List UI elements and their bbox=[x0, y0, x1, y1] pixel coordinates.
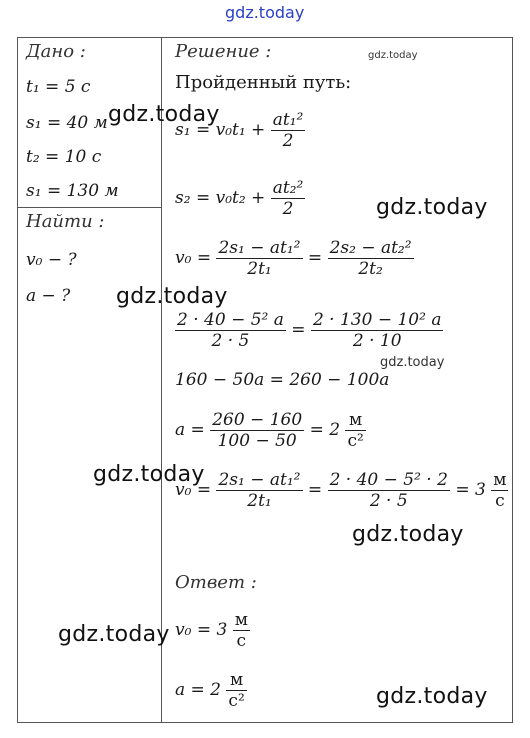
eq3-frac1-denominator: 2t₁ bbox=[216, 258, 302, 279]
eq4-frac2-denominator: 2 · 10 bbox=[311, 330, 444, 351]
eq3-frac2-numerator: 2s₂ − at₂² bbox=[329, 238, 412, 258]
watermark-small-1: gdz.today bbox=[368, 50, 418, 61]
column-divider bbox=[161, 37, 162, 723]
given-item-t1: t₁ = 5 с bbox=[26, 77, 91, 97]
eq4-frac2-numerator: 2 · 130 − 10² a bbox=[312, 310, 442, 330]
watermark-5: gdz.today bbox=[352, 522, 464, 547]
eq7-result: = 3 bbox=[455, 480, 486, 500]
eq6-unit-numerator: м bbox=[348, 410, 363, 430]
find-title: Найти : bbox=[26, 211, 105, 232]
watermark-1: gdz.today bbox=[108, 102, 220, 127]
equation-linear: 160 − 50a = 260 − 100a bbox=[175, 370, 390, 390]
answer-a-value: a = 2 bbox=[175, 680, 222, 700]
site-watermark-header: gdz.today bbox=[225, 3, 305, 22]
eq3-frac2-denominator: 2t₂ bbox=[328, 258, 414, 279]
eq2-denominator: 2 bbox=[271, 198, 306, 219]
eq3-frac1-numerator: 2s₁ − at₁² bbox=[218, 238, 301, 258]
eq6-numerator: 260 − 160 bbox=[212, 410, 303, 430]
equation-v0-result bbox=[175, 470, 508, 511]
eq6-lhs: a = bbox=[175, 420, 205, 440]
given-item-s1: s₁ = 40 м bbox=[26, 113, 108, 133]
equation-v0-general bbox=[175, 238, 414, 279]
eq7-unit-denominator: с bbox=[491, 490, 508, 511]
watermark-4: gdz.today bbox=[93, 462, 205, 487]
equation-s2 bbox=[175, 178, 305, 219]
eq7-frac2-numerator: 2 · 40 − 5² · 2 bbox=[329, 470, 448, 490]
eq6-denominator: 100 − 50 bbox=[210, 430, 304, 451]
answer-v0 bbox=[175, 610, 250, 651]
eq7-frac1-denominator: 2t₁ bbox=[216, 490, 302, 511]
answer-title: Ответ : bbox=[175, 572, 257, 593]
eq4-frac1-denominator: 2 · 5 bbox=[175, 330, 286, 351]
answer-v0-unit-numerator: м bbox=[234, 610, 248, 630]
eq4-equals: = bbox=[291, 320, 306, 340]
watermark-2: gdz.today bbox=[376, 195, 488, 220]
eq6-unit-denominator: с² bbox=[347, 431, 364, 451]
eq2-lhs: s₂ = v₀t₂ + bbox=[175, 188, 266, 208]
answer-a-unit-numerator: м bbox=[229, 670, 244, 690]
watermark-small-2: gdz.today bbox=[380, 355, 445, 370]
eq1-numerator: at₁² bbox=[272, 110, 304, 130]
eq2-numerator: at₂² bbox=[272, 178, 304, 198]
eq1-lhs: s₁ = v₀t₁ + bbox=[175, 120, 266, 140]
eq7-frac1-numerator: 2s₁ − at₁² bbox=[218, 470, 301, 490]
solution-intro: Пройденный путь: bbox=[175, 72, 352, 93]
given-item-s1-second: s₁ = 130 м bbox=[26, 181, 119, 201]
eq1-denominator: 2 bbox=[271, 130, 306, 151]
solution-title: Решение : bbox=[175, 41, 272, 62]
answer-a bbox=[175, 670, 247, 711]
equation-a-result bbox=[175, 410, 366, 451]
eq7-frac2-denominator: 2 · 5 bbox=[328, 490, 450, 511]
watermark-7: gdz.today bbox=[376, 684, 488, 709]
answer-a-unit-denominator: с² bbox=[228, 691, 245, 711]
equation-substituted bbox=[175, 310, 443, 351]
eq6-result: = 2 bbox=[309, 420, 341, 440]
find-item-a: a − ? bbox=[26, 286, 71, 306]
eq7-equals: = bbox=[307, 480, 323, 500]
eq3-equals: = bbox=[307, 248, 323, 268]
watermark-3: gdz.today bbox=[116, 284, 228, 309]
answer-v0-value: v₀ = 3 bbox=[175, 620, 228, 640]
given-item-t2: t₂ = 10 с bbox=[26, 147, 102, 167]
watermark-6: gdz.today bbox=[58, 622, 170, 647]
eq3-lhs: v₀ = bbox=[175, 248, 212, 268]
given-find-divider bbox=[17, 207, 162, 208]
eq4-frac1-numerator: 2 · 40 − 5² a bbox=[177, 310, 284, 330]
eq7-unit-numerator: м bbox=[493, 470, 507, 490]
answer-v0-unit-denominator: с bbox=[233, 630, 250, 651]
eq7-lhs: v₀ = bbox=[175, 480, 212, 500]
find-item-v0: v₀ − ? bbox=[26, 250, 77, 270]
given-title: Дано : bbox=[26, 41, 86, 62]
